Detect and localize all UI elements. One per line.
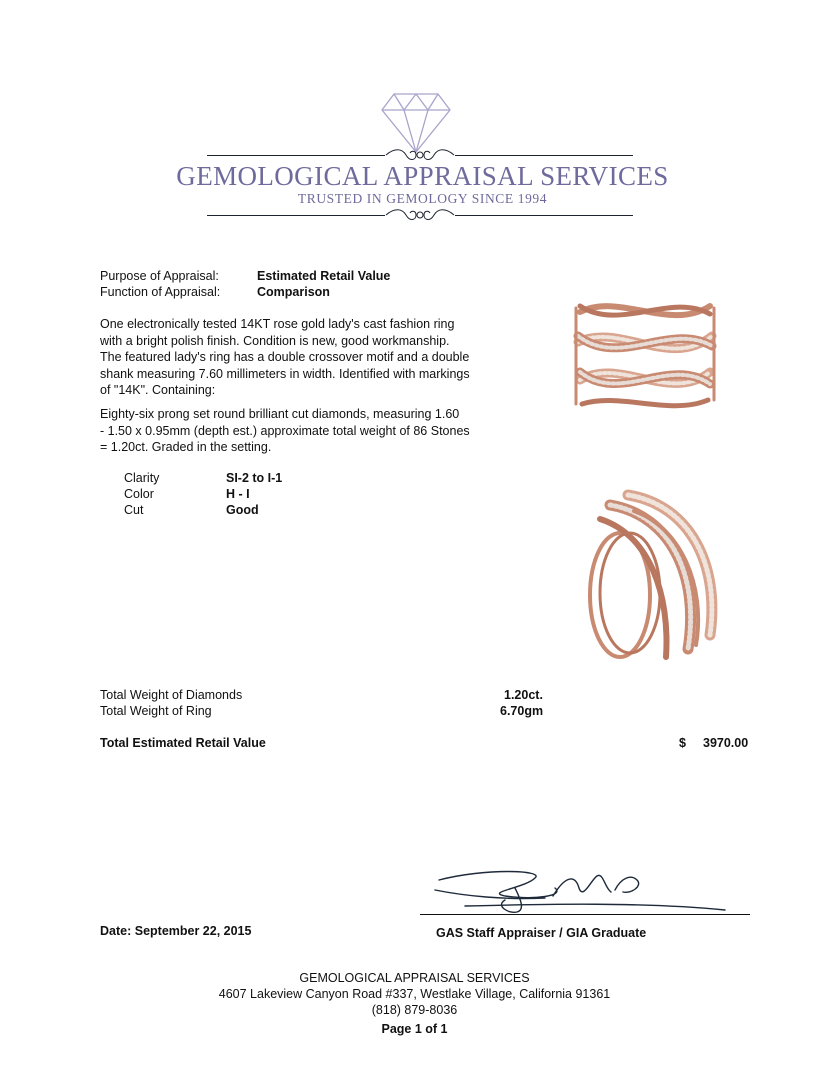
footer-address: 4607 Lakeview Canyon Road #337, Westlake Village, California 91361: [218, 987, 611, 1001]
diamond-line: = 1.20ct. Graded in the setting.: [100, 440, 272, 454]
color-label: Color: [124, 487, 154, 501]
ring-photo-side: [570, 485, 730, 665]
total-ring-label: Total Weight of Ring: [100, 704, 212, 718]
header-rule-top-right: [455, 155, 633, 156]
appraisal-date: Date: September 22, 2015: [100, 924, 252, 938]
total-retail-label: Total Estimated Retail Value: [100, 736, 266, 750]
color-value: H - I: [226, 487, 250, 501]
header-rule-top-left: [207, 155, 385, 156]
description-line: of "14K". Containing:: [100, 383, 216, 397]
diamond-line: - 1.50 x 0.95mm (depth est.) approximate total weight of 86 Stones: [100, 423, 470, 438]
total-retail-value: 3970.00: [703, 736, 749, 750]
company-name: GEMOLOGICAL APPRAISAL SERVICES: [176, 161, 669, 191]
ornament-flourish-icon: [384, 206, 456, 224]
header-rule-bottom-left: [207, 215, 385, 216]
footer-company: GEMOLOGICAL APPRAISAL SERVICES: [299, 971, 530, 985]
cut-label: Cut: [124, 503, 144, 517]
page-number: Page 1 of 1: [381, 1022, 448, 1036]
description-line: One electronically tested 14KT rose gold lady's cast fashion ring: [100, 317, 455, 331]
total-ring-value: 6.70gm: [500, 704, 544, 718]
clarity-label: Clarity: [124, 471, 160, 485]
description-line: The featured lady's ring has a double crossover motif and a double: [100, 350, 470, 364]
header-rule-bottom-right: [455, 215, 633, 216]
cut-value: Good: [226, 503, 259, 517]
appraiser-signature: [425, 866, 755, 926]
company-tagline: TRUSTED IN GEMOLOGY SINCE 1994: [297, 191, 548, 206]
function-label: Function of Appraisal:: [100, 285, 221, 299]
currency-symbol: $: [679, 736, 686, 750]
appraiser-title: GAS Staff Appraiser / GIA Graduate: [436, 926, 647, 940]
total-diamonds-value: 1.20ct.: [504, 688, 543, 702]
description-line: with a bright polish finish. Condition is new, good workmanship.: [100, 333, 450, 348]
description-line: shank measuring 7.60 millimeters in width. Identified with markings: [100, 366, 470, 381]
function-value: Comparison: [257, 285, 330, 299]
diamond-line: Eighty-six prong set round brilliant cut diamonds, measuring 1.60: [100, 407, 460, 421]
ring-photo-front: [560, 292, 730, 422]
clarity-value: SI-2 to I-1: [226, 471, 283, 485]
purpose-value: Estimated Retail Value: [257, 269, 391, 283]
purpose-label: Purpose of Appraisal:: [100, 269, 219, 283]
ring-description: [100, 316, 520, 399]
signature-line: [420, 914, 750, 915]
total-diamonds-label: Total Weight of Diamonds: [100, 688, 243, 702]
diamond-description: [100, 406, 520, 456]
footer-phone: (818) 879-8036: [371, 1003, 458, 1017]
